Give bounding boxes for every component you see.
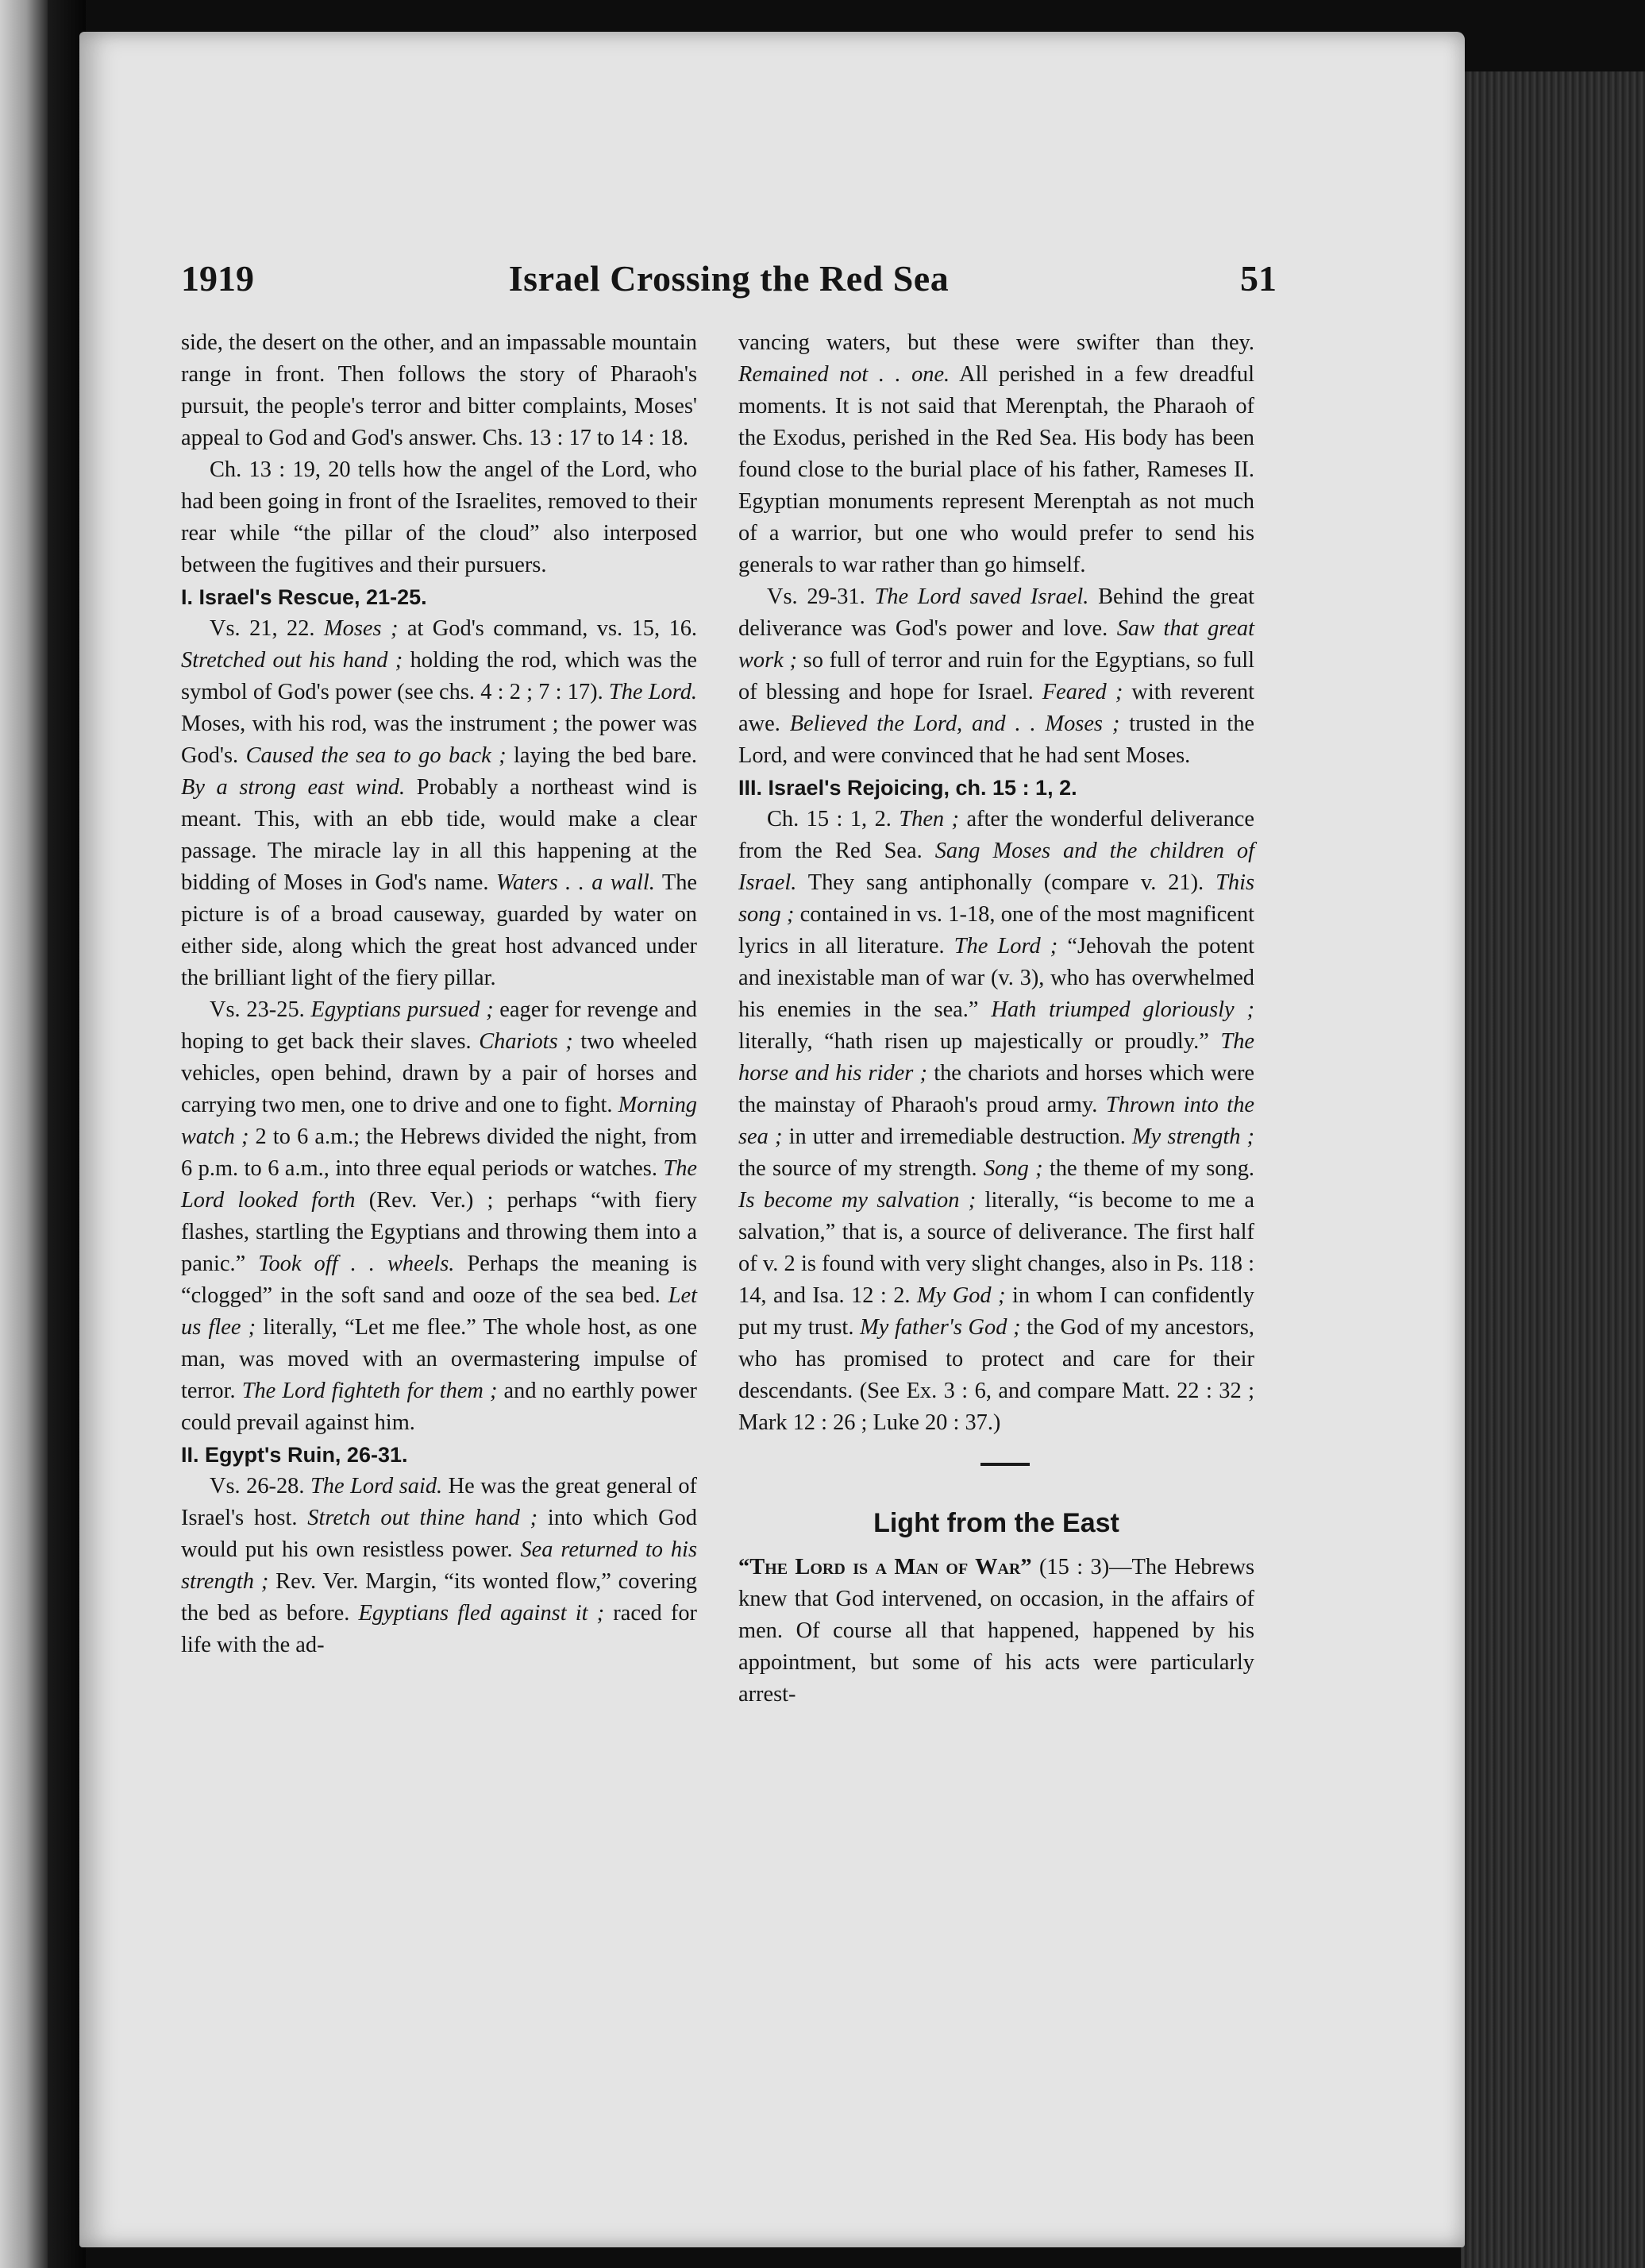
text-run: in whom I can confidently put my trust. [738,1283,1255,1340]
east-caption: “The Lord is a Man of War” [738,1555,1032,1580]
text-run: in utter and irremediable destruction. [782,1124,1133,1149]
right-column [738,327,1254,1711]
italic-phrase: The Lord said. [310,1474,443,1498]
italic-phrase: My God ; [917,1283,1006,1308]
text-run: Ch. 15 : 1, 2. [767,807,900,831]
italic-phrase: Moses ; [323,616,399,641]
text-run: the source of my strength. [738,1156,984,1181]
italic-phrase: Morning watch ; [181,1093,697,1149]
page-number: 51 [1240,258,1277,299]
text-run: literally, “Let me flee.” The whole host, as one man, was moved with an overmastering impulse of terror. [181,1315,698,1403]
italic-phrase: Is become my salvation ; [738,1188,977,1213]
italic-phrase: The Lord saved Israel. [874,584,1089,609]
text-run: the theme of my song. [1042,1156,1254,1181]
italic-phrase: The horse and his rider ; [738,1029,1254,1086]
italic-phrase: Egyptians fled against it ; [358,1601,605,1626]
text-run: with reverent awe. [738,680,1254,736]
header-year: 1919 [181,258,254,299]
italic-phrase: This song ; [738,870,1254,927]
text-run: the chariots and horses which were the mainstay of Pharaoh's proud army. [738,1061,1255,1117]
text-run: eager for revenge and hoping to get back their slaves. [181,997,697,1054]
italic-phrase: Sea returned to his strength ; [181,1537,697,1594]
text-run: He was the great general of Israel's host. [181,1474,698,1530]
paragraph [738,327,1254,581]
text-run: at God's command, vs. 15, 16. [398,616,697,641]
previous-page-edge [0,0,48,2268]
italic-phrase: Took off . . wheels. [258,1252,455,1276]
italic-phrase: The Lord. [608,680,697,704]
text-run: Vs. 23-25. [210,997,311,1022]
text-run: (Rev. Ver.) ; perhaps “with fiery flashes, startling the Egyptians and throwing them into a panic.” [181,1188,697,1276]
italic-phrase: Caused the sea to go back ; [245,743,507,768]
text-run: Probably a northeast wind is meant. This, with an ebb tide, would make a clear passage. The miracle lay in all this happening at the bidding of Moses in God's name. [181,775,698,895]
paragraph [738,804,1254,1439]
italic-phrase: Egyptians pursued ; [310,997,494,1022]
running-title: Israel Crossing the Red Sea [508,258,950,299]
text-run: 2 to 6 a.m.; the Hebrews divided the night, from 6 p.m. to 6 a.m., into three equal periods or watches. [181,1124,698,1181]
text-run: raced for life with the ad- [181,1601,697,1657]
text-run: All perished in a few dreadful moments. It is not said that Merenptah, the Pharaoh of the Exodus, perished in the Red Sea. His body has been found close to the burial place of his father, Rameses II. Egyptian monuments represent Merenptah as not much of a warrior, but one who would prefer to send his generals to war rather than go himself. [738,362,1254,577]
text-run: Moses, with his rod, was the instrument ; the power was God's. [181,712,697,768]
text-run: holding the rod, which was the symbol of God's power (see chs. 4 : 2 ; 7 : 17). [181,648,697,704]
text-run: vancing waters, but these were swifter than they. [738,330,1254,355]
text-run: trusted in the Lord, and were convinced that he had sent Moses. [738,712,1254,768]
italic-phrase: Sang Moses and the children of Israel. [738,839,1254,895]
running-header [181,251,1277,307]
book-page-block-edge [1461,71,1645,2268]
italic-phrase: The Lord ; [953,934,1058,958]
text-run: Perhaps the meaning is “clogged” in the soft sand and ooze of the sea bed. [181,1252,698,1308]
italic-phrase: Feared ; [1042,680,1123,704]
paragraph: Ch. 13 : 19, 20 tells how the angel of the Lord, who had been going in front of the Israelites, removed to their rear while “the pillar of the cloud” also interposed between the fugitives and their pursuers. [181,457,697,577]
light-from-east-body [738,1552,1254,1711]
italic-phrase: Chariots ; [479,1029,573,1054]
text-run: They sang antiphonally (compare v. 21). [796,870,1216,895]
italic-phrase: Believed the Lord, and . . Moses ; [789,712,1120,736]
section-heading: II. Egypt's Ruin, 26-31. [181,1443,408,1467]
section-heading: I. Israel's Rescue, 21-25. [181,585,427,609]
paragraph [738,581,1254,772]
text-run: The picture is of a broad causeway, guarded by water on either side, along which the great host advanced under the brilliant light of the fiery pillar. [181,870,697,990]
section-heading: III. Israel's Rejoicing, ch. 15 : 1, 2. [738,776,1077,800]
italic-phrase: By a strong east wind. [181,775,406,800]
text-run: literally, “hath risen up majestically or proudly.” [738,1029,1221,1054]
text-run: Vs. 26-28. [210,1474,310,1498]
text-run: into which God would put his own resistless power. [181,1506,697,1562]
italic-phrase: The Lord fighteth for them ; [241,1379,498,1403]
paragraph [181,1471,697,1661]
italic-phrase: Waters . . a wall. [495,870,655,895]
section-divider [738,1439,1254,1490]
text-run: two wheeled vehicles, open behind, drawn by a pair of horses and carrying two men, one to drive and one to fight. [181,1029,697,1117]
italic-phrase: The Lord looked forth [181,1156,697,1213]
italic-phrase: Stretched out his hand ; [181,648,403,673]
italic-phrase: Remained not . . one. [738,362,950,387]
east-text: (15 : 3)—The Hebrews knew that God intervened, on occasion, in the affairs of men. Of course all that happened, happened by his appointment, but some of his acts were particularly arrest- [738,1555,1254,1707]
text-run: after the wonderful deliverance from the Red Sea. [738,807,1254,863]
italic-phrase: Saw that great work ; [738,616,1254,673]
italic-phrase: Let us flee ; [181,1283,697,1340]
text-run: laying the bed bare. [506,743,698,768]
italic-phrase: Hath triumped gloriously ; [991,997,1254,1022]
text-run: the God of my ancestors, who has promised to protect and care for their descendants. (See Ex. 3 : 6, and compare Matt. 22 : 32 ; Mark 12 : 26 ; Luke 20 : 37.) [738,1315,1254,1435]
text-run: Behind the great deliverance was God's power and love. [738,584,1254,641]
italic-phrase: My father's God ; [860,1315,1021,1340]
text-run: contained in vs. 1-18, one of the most magnificent lyrics in all literature. [738,902,1254,958]
paragraph [181,613,697,994]
text-run: Vs. 21, 22. [210,616,324,641]
text-run: Rev. Ver. Margin, “its wonted flow,” covering the bed as before. [181,1569,698,1626]
light-from-east-title: Light from the East [873,1508,1119,1538]
text-run: and no earthly power could prevail against him. [181,1379,697,1435]
italic-phrase: Stretch out thine hand ; [307,1506,538,1530]
text-run: Vs. 29-31. [767,584,875,609]
text-run: literally, “is become to me a salvation,” that is, a source of deliverance. The first half of v. 2 is found with very slight changes, also in Ps. 118 : 14, and Isa. 12 : 2. [738,1188,1254,1308]
paragraph: side, the desert on the other, and an impassable mountain range in front. Then follows the story of Pharaoh's pursuit, the people's terror and bitter complaints, Moses' appeal to God and God's answer. Chs. 13 : 17 to 14 : 18. [181,330,697,450]
italic-phrase: My strength ; [1132,1124,1255,1149]
italic-phrase: Song ; [983,1156,1043,1181]
text-run: “Jehovah the potent and inexistable man of war (v. 3), who has overwhelmed his enemies in the sea.” [738,934,1254,1022]
paragraph [181,994,697,1439]
italic-phrase: Thrown into the sea ; [738,1093,1254,1149]
text-run: so full of terror and ruin for the Egyptians, so full of blessing and hope for Israel. [738,648,1254,704]
italic-phrase: Then ; [899,807,960,831]
left-column [181,327,697,1661]
